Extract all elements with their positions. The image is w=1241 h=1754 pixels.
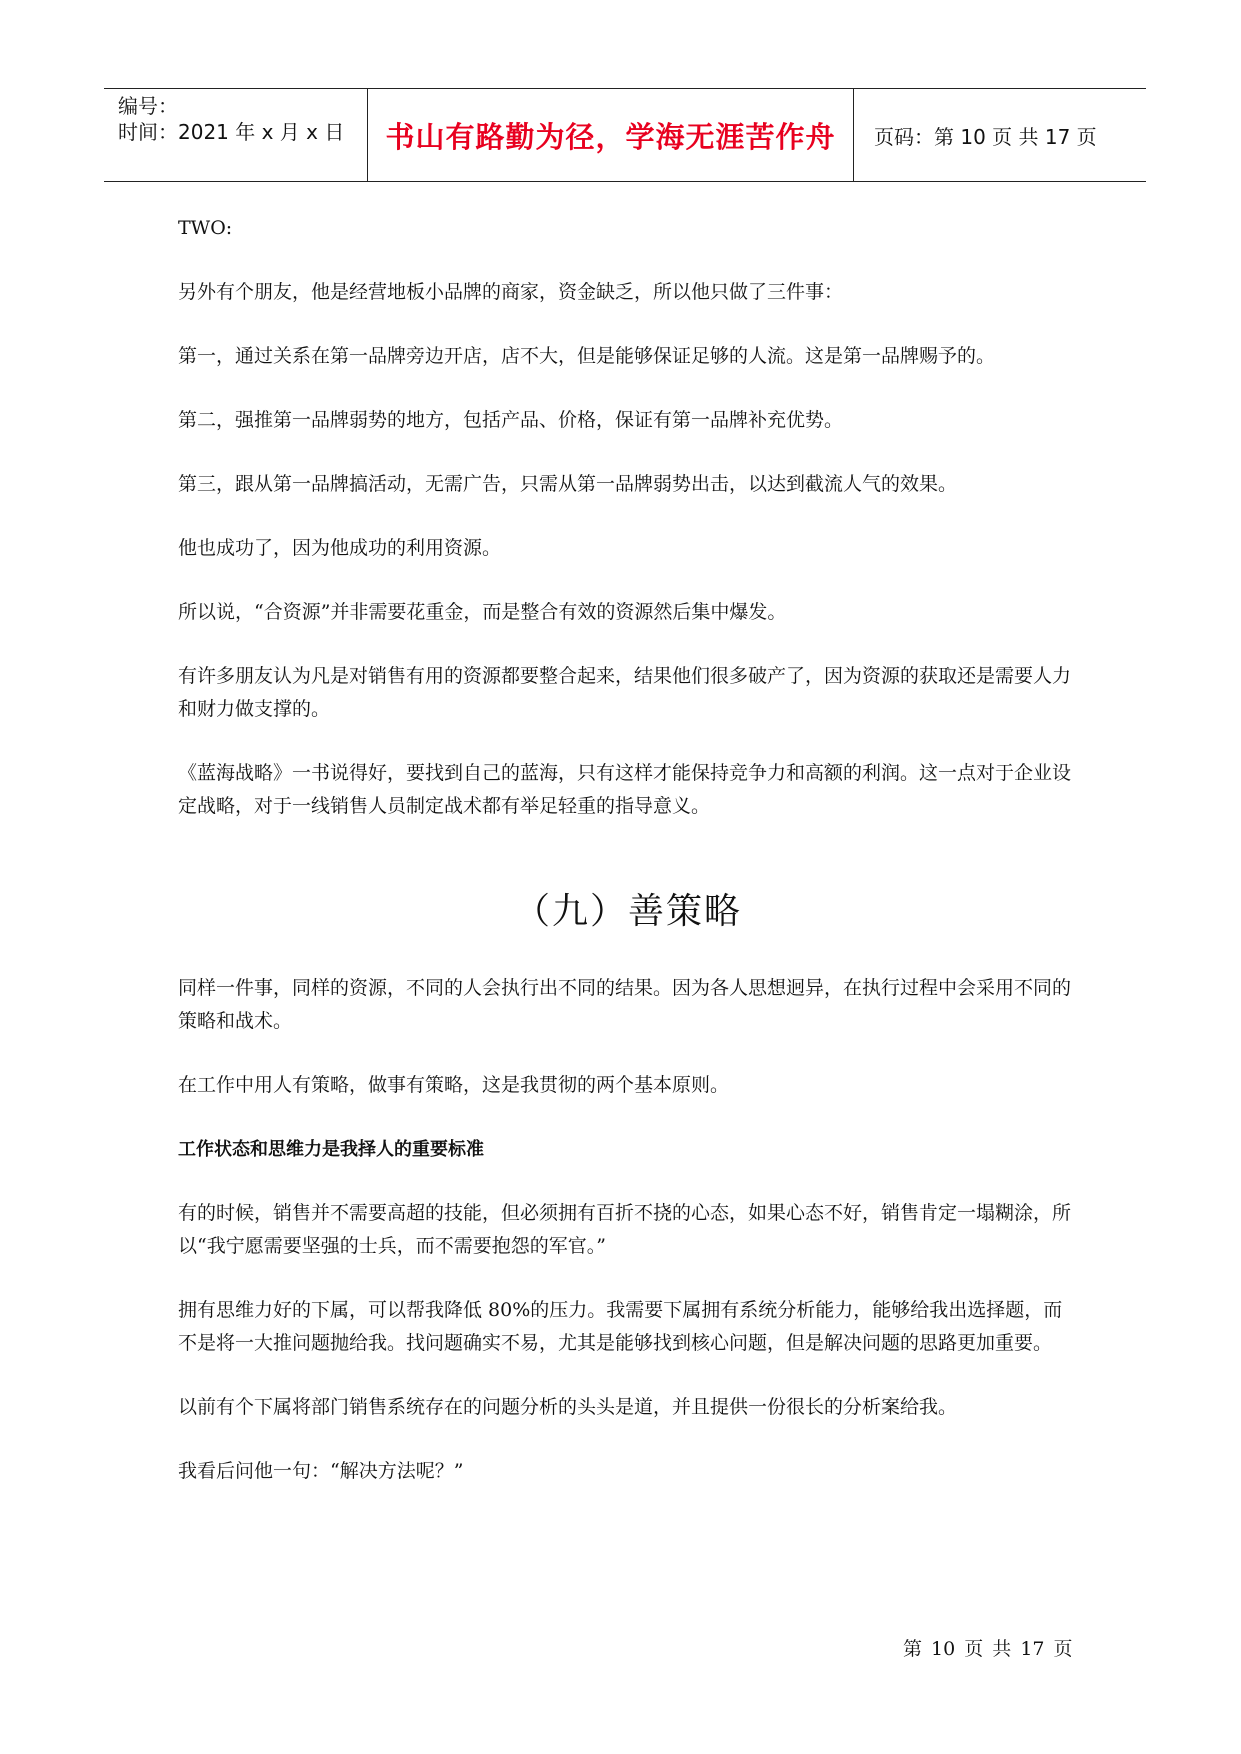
header-page-info: 页码：第 10 页 共 17 页 <box>874 124 1097 149</box>
paragraph: 同样一件事，同样的资源，不同的人会执行出不同的结果。因为各人思想迥异，在执行过程中会采用不同的策略和战术。 <box>178 977 1072 1032</box>
paragraph: 以前有个下属将部门销售系统存在的问题分析的头头是道，并且提供一份很长的分析案给我。 <box>178 1396 958 1418</box>
header-meta <box>104 89 368 181</box>
bold-subheading: 工作状态和思维力是我择人的重要标准 <box>178 1139 484 1160</box>
paragraph: 第三，跟从第一品牌搞活动，无需广告，只需从第一品牌弱势出击，以达到截流人气的效果。 <box>178 473 958 495</box>
doc-time-label: 时间：2021 年 x 月 x 日 <box>118 120 345 144</box>
page-footer: 第 10 页 共 17 页 <box>903 1638 1073 1660</box>
paragraph: 我看后问他一句：“解决方法呢？” <box>178 1460 464 1482</box>
header-motto-cell <box>368 89 854 181</box>
section-title: （九）善策略 <box>513 891 742 932</box>
page-header <box>104 88 1146 182</box>
paragraph: TWO: <box>178 217 233 239</box>
document-body <box>178 200 1078 1519</box>
paragraph: 在工作中用人有策略，做事有策略，这是我贯彻的两个基本原则。 <box>178 1074 730 1096</box>
paragraph: 第二，强推第一品牌弱势的地方，包括产品、价格，保证有第一品牌补充优势。 <box>178 409 844 431</box>
paragraph: 另外有个朋友，他是经营地板小品牌的商家，资金缺乏，所以他只做了三件事： <box>178 281 844 303</box>
header-page-info-cell <box>854 89 1146 181</box>
paragraph: 《蓝海战略》一书说得好，要找到自己的蓝海，只有这样才能保持竞争力和高额的利润。这一点对于企业设定战略，对于一线销售人员制定战术都有举足轻重的指导意义。 <box>178 762 1072 817</box>
paragraph: 所以说，“合资源”并非需要花重金，而是整合有效的资源然后集中爆发。 <box>178 601 787 623</box>
paragraph: 有许多朋友认为凡是对销售有用的资源都要整合起来，结果他们很多破产了，因为资源的获取还是需要人力和财力做支撑的。 <box>178 665 1072 720</box>
paragraph: 有的时候，销售并不需要高超的技能，但必须拥有百折不挠的心态，如果心态不好，销售肯定一塌糊涂，所以“我宁愿需要坚强的士兵，而不需要抱怨的军官。” <box>178 1202 1072 1257</box>
header-motto: 书山有路勤为径，学海无涯苦作舟 <box>385 119 836 154</box>
doc-number-label: 编号： <box>118 94 178 118</box>
paragraph: 拥有思维力好的下属，可以帮我降低 80%的压力。我需要下属拥有系统分析能力，能够给我出选择题，而不是将一大推问题抛给我。找问题确实不易，尤其是能够找到核心问题，但是解决问题的思路更加重要。 <box>178 1299 1063 1354</box>
paragraph: 他也成功了，因为他成功的利用资源。 <box>178 537 502 559</box>
paragraph: 第一，通过关系在第一品牌旁边开店，店不大，但是能够保证足够的人流。这是第一品牌赐予的。 <box>178 345 996 367</box>
